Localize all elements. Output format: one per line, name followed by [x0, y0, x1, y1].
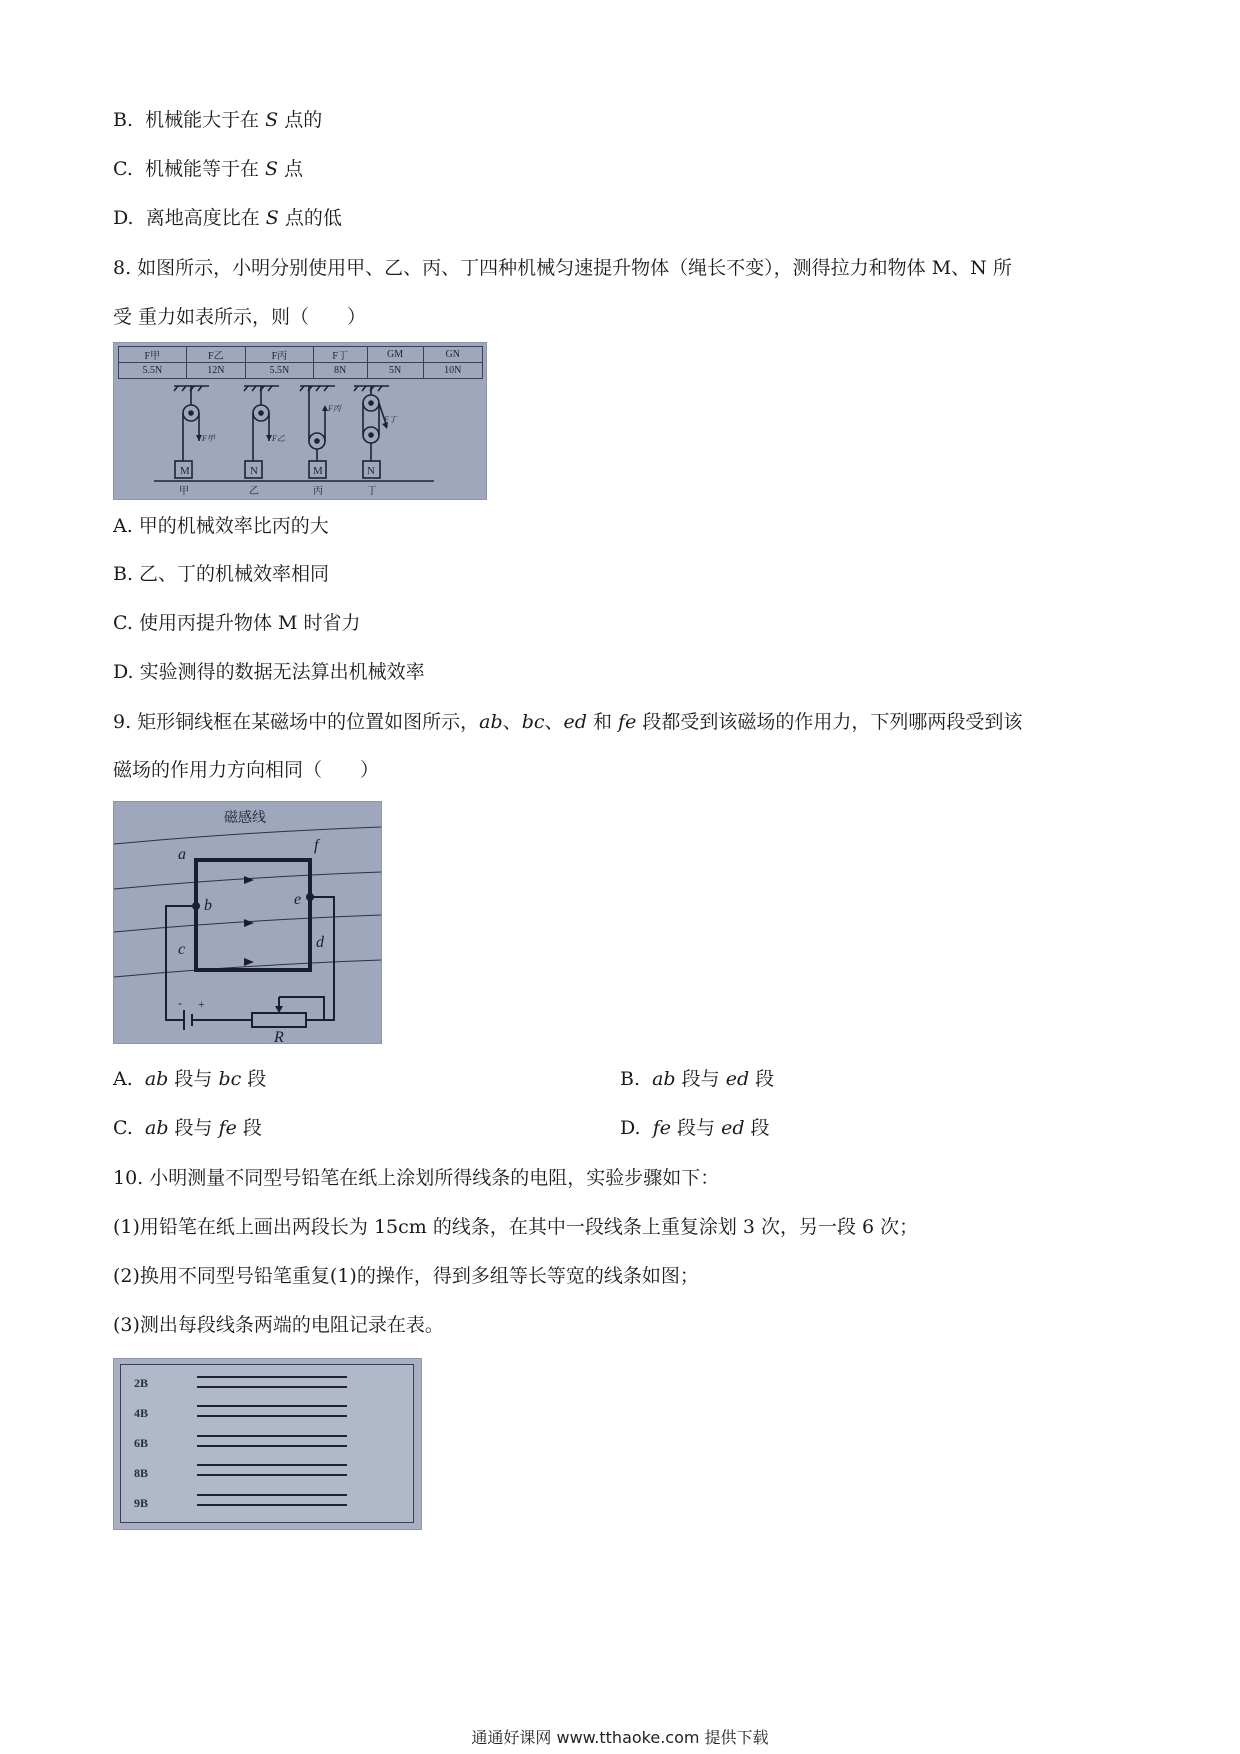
pulley-diagrams: [114, 343, 486, 499]
q8-stem-line1: 8. 如图所示，小明分别使用甲、乙、丙、丁四种机械匀速提升物体（绳长不变），测得拉力和物体 M、N 所: [113, 257, 1012, 279]
caption-jia: 甲: [179, 486, 189, 497]
q9-option-d: D. fe 段与 ed 段: [620, 1117, 770, 1139]
grade-label: 9B: [134, 1496, 149, 1510]
force-label-ding: F丁: [384, 415, 397, 424]
q9-option-b: B. ab 段与 ed 段: [620, 1068, 775, 1090]
block-label-n: N: [250, 465, 258, 477]
table-cell: 5.5N: [119, 363, 187, 379]
block-label-m: M: [313, 465, 323, 477]
point-label-f: f: [314, 837, 319, 854]
pencil-line-pair: [197, 1494, 347, 1506]
point-label-e: e: [294, 891, 302, 908]
force-label-yi: F乙: [272, 434, 285, 443]
q9-stem-line1: 9. 矩形铜线框在某磁场中的位置如图所示，ab、bc、ed 和 fe 段都受到该磁场的作用力，下列哪两段受到该: [113, 711, 1023, 733]
grade-label: 2B: [134, 1376, 149, 1390]
q10-stem: 10. 小明测量不同型号铅笔在纸上涂划所得线条的电阻，实验步骤如下：: [113, 1167, 720, 1189]
grade-label: 8B: [134, 1466, 149, 1480]
q10-step-2: (2)换用不同型号铅笔重复(1)的操作，得到多组等长等宽的线条如图；: [113, 1265, 699, 1287]
point-label-d: d: [316, 934, 324, 951]
q8-pulley-figure: [113, 342, 487, 500]
q8-option-d: D. 实验测得的数据无法算出机械效率: [113, 661, 425, 683]
table-header-cell: GN: [423, 347, 483, 363]
page-footer: 通通好课网 www.tthaoke.com 提供下载: [471, 1728, 769, 1747]
force-label-jia: F甲: [202, 434, 215, 443]
block-label-m: M: [180, 465, 190, 477]
block-label-n: N: [367, 465, 375, 477]
figure-title: 磁感线: [224, 811, 266, 826]
coil-circuit-diagram: [114, 802, 381, 1043]
table-header-cell: F乙: [186, 347, 245, 363]
table-cell: 5N: [367, 363, 423, 379]
grade-label: 6B: [134, 1436, 149, 1450]
caption-yi: 乙: [249, 486, 259, 497]
q9-option-a: A. ab 段与 bc 段: [113, 1068, 267, 1090]
q8-option-a: A. 甲的机械效率比丙的大: [113, 515, 329, 537]
q7-option-c: C. 机械能等于在 S 点: [113, 158, 304, 180]
q8-stem-line2: 受 重力如表所示，则（ ）: [113, 306, 367, 328]
table-cell: 5.5N: [246, 363, 314, 379]
q7-option-b: B. 机械能大于在 S 点的: [113, 109, 323, 131]
q7-option-d: D. 离地高度比在 S 点的低: [113, 207, 342, 229]
table-cell: 8N: [313, 363, 367, 379]
caption-bing: 丙: [313, 486, 323, 497]
q10-step-3: (3)测出每段线条两端的电阻记录在表。: [113, 1314, 444, 1336]
table-cell: 12N: [186, 363, 245, 379]
battery-minus: -: [178, 996, 182, 1010]
q10-pencil-lines-figure: [113, 1358, 422, 1530]
point-label-b: b: [204, 897, 212, 914]
table-header-cell: GM: [367, 347, 423, 363]
table-header-cell: F丁: [313, 347, 367, 363]
q9-stem-line2: 磁场的作用力方向相同（ ）: [113, 759, 380, 781]
point-label-c: c: [178, 941, 186, 958]
caption-ding: 丁: [367, 486, 377, 497]
table-cell: 10N: [423, 363, 483, 379]
q9-magnetic-field-figure: [113, 801, 382, 1044]
q10-step-1: (1)用铅笔在纸上画出两段长为 15cm 的线条，在其中一段线条上重复涂划 3 次，另一段 6 次；: [113, 1216, 919, 1238]
grade-label: 4B: [134, 1406, 149, 1420]
table-header-cell: F丙: [246, 347, 314, 363]
pencil-line-pair: [197, 1405, 347, 1417]
q8-option-b: B. 乙、丁的机械效率相同: [113, 563, 330, 585]
pencil-line-pair: [197, 1376, 347, 1388]
resistor-label: R: [274, 1029, 284, 1043]
force-label-bing: F丙: [328, 404, 341, 413]
pencil-line-pair: [197, 1435, 347, 1447]
q8-option-c: C. 使用丙提升物体 M 时省力: [113, 612, 361, 634]
battery-plus: +: [198, 997, 205, 1011]
point-label-a: a: [178, 846, 186, 863]
pencil-line-pair: [197, 1464, 347, 1476]
q9-option-c: C. ab 段与 fe 段: [113, 1117, 262, 1139]
table-header-cell: F甲: [119, 347, 187, 363]
